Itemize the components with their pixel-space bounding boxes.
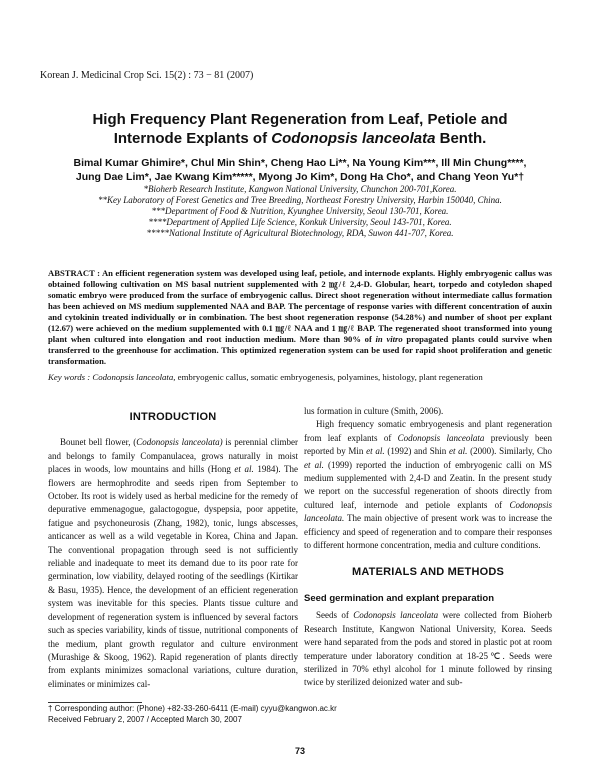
keywords [48, 372, 552, 383]
p2-species-2: Codonopsis lanceolata. [304, 499, 552, 524]
keywords-list: embryogenic callus, somatic embryogenesis, polyamines, histology, plant regeneration [175, 372, 483, 382]
title-line-2-pre: Internode Explants of [113, 130, 272, 147]
affiliations [40, 184, 560, 239]
abstract-text-2: propagated plants could survive when transferred to the greenhouse for acclimation. This optimized regeneration system can be used for rapid shoot proliferation and genetic transformation. [48, 334, 552, 366]
methods-text-a: Seeds of [316, 610, 354, 621]
affiliation-5: *****National Institute of Agricultural Biotechnology, RDA, Suwon 441-707, Korea. [146, 228, 454, 238]
title-line-1: High Frequency Plant Regeneration from Leaf, Petiole and [92, 111, 508, 128]
p2-text-g: (2000). Similarly, Cho [467, 446, 552, 457]
authors-line-2: Jung Dae Lim*, Jae Kwang Kim*****, Myong Jo Kim*, Dong Ha Cho*, and Chang Yeon Yu*† [75, 171, 525, 183]
p2-text-c: previously been reported by Min [304, 432, 553, 457]
methods-subheading: Seed germination and explant preparation [304, 592, 495, 604]
intro-species: Codonopsis lanceolata) [136, 437, 223, 448]
paper-title [40, 110, 560, 148]
page-number: 73 [294, 746, 305, 756]
methods-heading: MATERIALS AND METHODS [351, 566, 505, 579]
p2-text-e: (1992) and Shin [384, 446, 449, 457]
abstract [48, 268, 552, 367]
intro-text-c: is perennial climber and belongs to family Companulacea, grows naturally in moist places in woods, low mountains and hills (Hong [48, 437, 298, 475]
journal-citation: Korean J. Medicinal Crop Sci. 15(2) : 73 − 81 (2007) [40, 70, 254, 81]
right-column [304, 405, 552, 690]
affiliation-4: ****Department of Applied Life Science, Konkuk University, Seoul 143-701, Korea. [148, 217, 452, 227]
abstract-text-1: ABSTRACT : An efficient regeneration system was developed using leaf, petiole, and internode explants. Highly embryogenic callus was obtained following cultivation on MS basal nutrient supplemented with 2 ㎎/ℓ 2,4-D. Globular, heart, torpedo and cotyledon shaped somatic embryo were produced from the surface of embryogenic callus. Direct shoot regeneration without intermediate callus formation has been achieved on MS medium supplemented NAA and BAP. The percentage of response varies with different concentration of auxin and cytokinin treated individually or in combination. The best shoot regeneration response (54.28%) and number of shoot per explant (12.67) were achieved on the medium supplemented with 0.1 ㎎/ℓ NAA and 1 ㎎/ℓ BAP. The regenerated shoot transformed into young plant when cultured into elongation and root induction medium. More than 90% of [48, 268, 552, 344]
affiliation-1: *Bioherb Research Institute, Kangwon National University, Chunchon 200-701,Korea. [143, 184, 457, 194]
received-accepted: Received February 2, 2007 / Accepted March 30, 2007 [48, 714, 242, 724]
intro-text-a: Bounet bell flower, ( [60, 437, 137, 448]
methods-species: Codonopsis lanceolata [353, 610, 439, 621]
intro-continuation: lus formation in culture (Smith, 2006). [304, 406, 444, 416]
methods-text-c: were collected from Bioherb Research Institute, Kangwon National University, Korea. Seeds were hand separated from the pods and stored in plastic pot at room temperature under laboratory condition at 18-25℃. Seeds were sterilized in 70% ethyl alcohol for 1 minute followed by rinsing twice by sterilized deionized water and sub- [304, 610, 552, 688]
title-line-2-post: Benth. [435, 130, 487, 147]
abstract-in-vitro: in vitro [375, 334, 403, 344]
footnote-divider [48, 702, 142, 703]
intro-paragraph-2 [304, 418, 552, 552]
introduction-heading: INTRODUCTION [129, 411, 217, 423]
p2-text-k: The main objective of present work was to increase the efficiency and speed of regeneration and to compare their responses to different hormone concentration, media and culture conditions. [304, 513, 552, 551]
affiliation-2: **Key Laboratory of Forest Genetics and Tree Breeding, Northeast Forestry University, Harbin 150040, China. [98, 195, 502, 205]
affiliation-3: ***Department of Food & Nutrition, Kyunghee University, Seoul 130-701, Korea. [151, 206, 449, 216]
left-column [48, 405, 298, 691]
footnote [48, 704, 337, 725]
title-species: Codonopsis lanceolata [271, 130, 436, 147]
p2-text-a: High frequency somatic embryogenesis and plant regeneration from leaf explants of [304, 419, 552, 443]
p2-species: Codonopsis lanceolata [397, 432, 485, 443]
intro-paragraph-1 [48, 436, 298, 691]
p2-et-al-3: et al. [304, 459, 324, 470]
p2-text-i: (1999) reported the induction of embryogenic calli on MS medium supplemented with 2,4-D and Zeatin. In the present study we report on the successful regeneration of shoots directly from cultured leaf, internode and petiole explants of [304, 459, 553, 510]
author-list [40, 156, 560, 184]
intro-et-al: et al. [234, 464, 254, 475]
p2-et-al-2: et al. [448, 446, 468, 457]
keywords-species: Codonopsis lanceolata, [92, 372, 176, 382]
intro-text-e: 1984). The flowers are hermophrodite and seeds ripen from September to October. Its root is widely used as herbal medicine for the remedy of depurative emmenagogue, galactogogue, dyspepsia, poor appetite, fatigue and psychoneurosis (Zhang, 1982), tonic, lungs abscesses, anticancer as well as a wild vegetable in Korea, China and Japan. The conventional propagation through seed is not sufficiently reliable and inadequate to meet its demand due to its poor rate for germination, low viability, delayed rooting of the seedlings (Kirtikar & Basu, 1935). Hence, the development of an efficient regeneration system was inevitable for this species. Plants tissue culture and development of regeneration system is influenced by several factors such as species variability, kinds of tissue, nutritional components of the medium, plant growth regulator and culture environment (Murashige & Skoog, 1962). Rapid regeneration of plants directly from explants minimizes somaclonal variations, culture duration, eliminates or minimizes cal- [48, 464, 299, 689]
keywords-label: Key words : [48, 372, 93, 382]
methods-paragraph-1 [304, 609, 552, 689]
corresponding-author: † Corresponding author: (Phone) +82-33-260-6411 (E-mail) cyyu@kangwon.ac.kr [48, 704, 337, 713]
authors-line-1: Bimal Kumar Ghimire*, Chul Min Shin*, Cheng Hao Li**, Na Young Kim***, Ill Min Chung****, [73, 157, 527, 169]
p2-et-al-1: et al. [366, 446, 385, 457]
